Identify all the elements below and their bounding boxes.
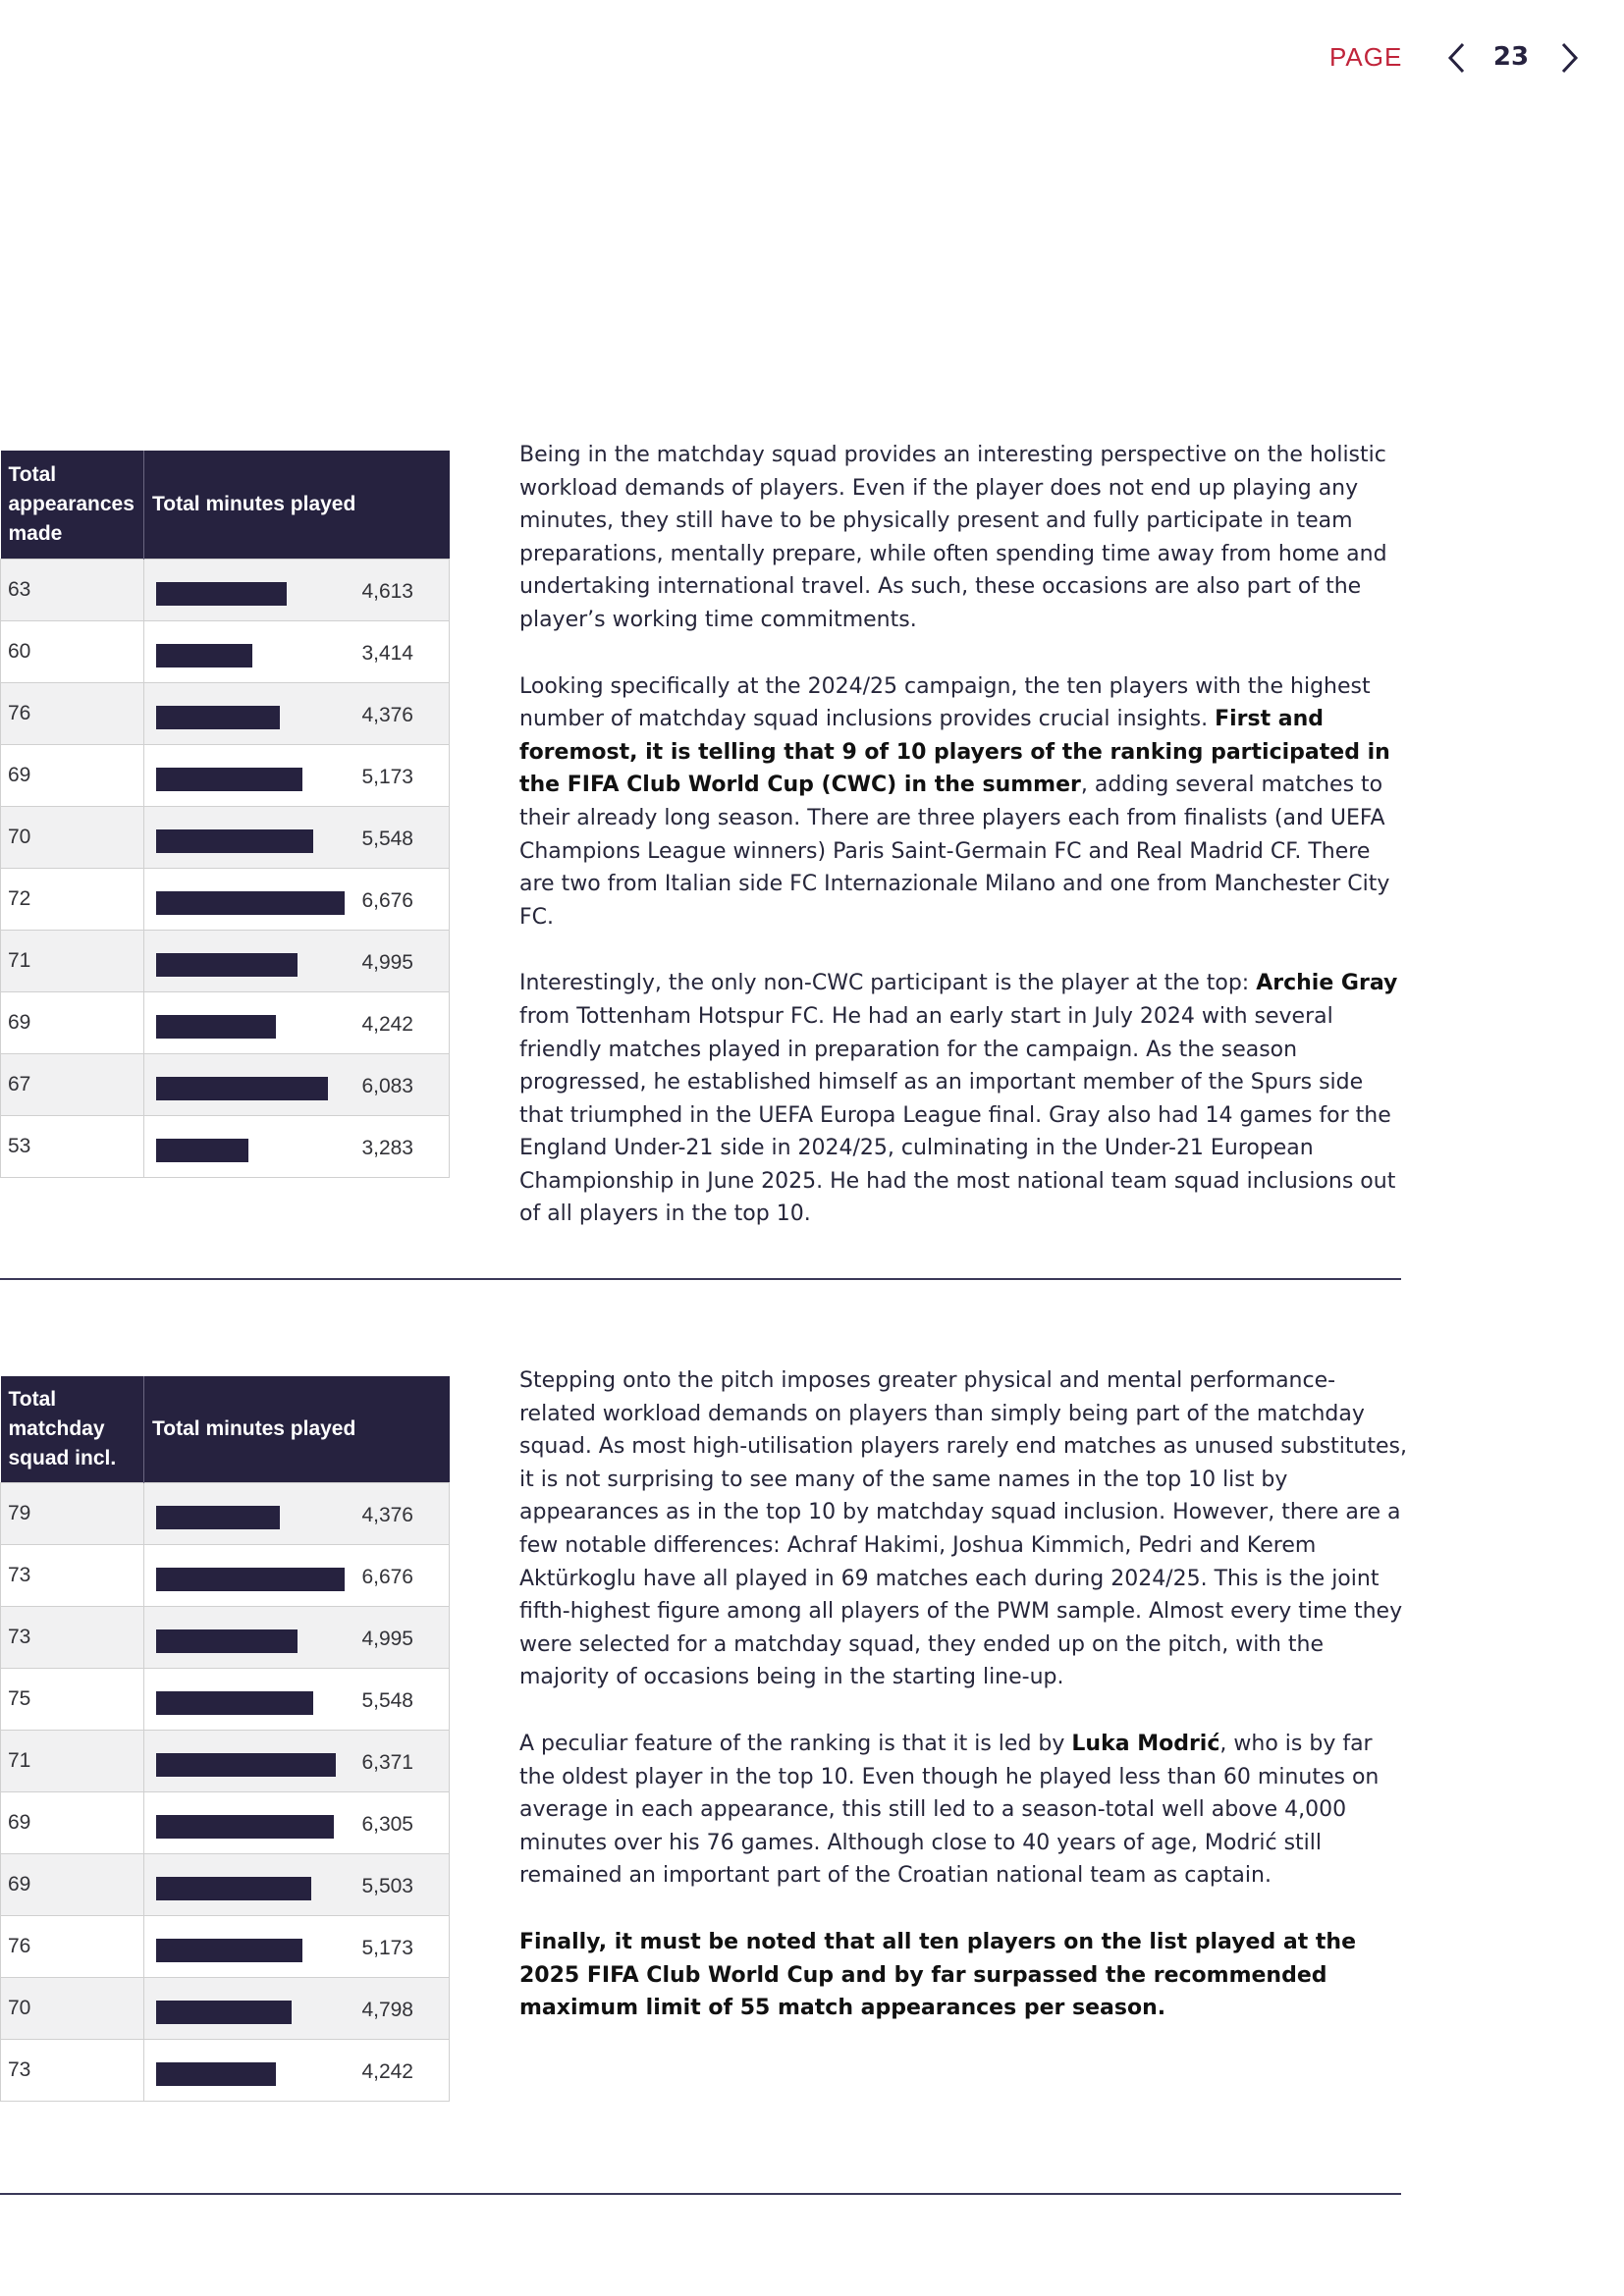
minutes-cell [144, 1977, 450, 2039]
table-row [1, 1791, 450, 1853]
table-row [1, 930, 450, 991]
appearances-cell: 76 [1, 682, 144, 744]
minutes-cell [144, 1915, 450, 1977]
minutes-value: 4,242 [361, 2059, 413, 2083]
table-row [1, 620, 450, 682]
appearances-cell: 69 [1, 744, 144, 806]
col-header-appearances: Total appearances made [1, 451, 144, 559]
appearances-cell: 72 [1, 868, 144, 930]
table-row [1, 1977, 450, 2039]
table-row [1, 1606, 450, 1668]
text-span: from Tottenham Hotspur FC. He had an early start in July 2024 with several friendly matches played in preparation for the campaign. As the season progressed, he established himself as an important member of the Spurs side that triumphed in the UEFA Europa League final. Gray also had 14 games for the England Under-21 side in 2024/25, culminating in the Under-21 European Championship in June 2025. He had the most national team squad inclusions out of all players in the top 10. [519, 1003, 1396, 1227]
minutes-bar [156, 1691, 313, 1715]
minutes-bar [156, 1939, 302, 1962]
table-row [1, 682, 450, 744]
minutes-bar [156, 768, 302, 791]
minutes-value: 6,676 [361, 1565, 413, 1588]
minutes-cell [144, 1606, 450, 1668]
minutes-cell [144, 1053, 450, 1115]
table-row [1, 744, 450, 806]
text-span: A peculiar feature of the ranking is that it is led by [519, 1731, 1072, 1756]
bold-text: Finally, it must be noted that all ten players on the list played at the 2025 FIFA Club World Cup and by far surpassed the recommended maximum limit of 55 match appearances per season. [519, 1929, 1356, 2021]
appearances-cell: 71 [1, 930, 144, 991]
minutes-cell [144, 744, 450, 806]
text-span: , who is by far the oldest player in the top 10. Even though he played less than 60 minutes on average in each appearance, this still led to a season-total well above 4,000 minutes over his 76 games. Although close to 40 years of age, Modrić still remained an important part of the Croatian national team as captain. [519, 1731, 1380, 1889]
col-header-minutes: Total minutes played [144, 451, 450, 559]
minutes-value: 6,371 [361, 1750, 413, 1774]
minutes-cell [144, 1115, 450, 1177]
table-row [1, 868, 450, 930]
minutes-bar [156, 1077, 328, 1100]
section2-paragraph-1: Stepping onto the pitch imposes greater physical and mental performance-related workload demands on players than simply being part of the matchday squad. As most high-utilisation players rarely end matches as unused substitutes, it is not surprising to see many of the same names in the top 10 list by appearances as in the top 10 by matchday squad inclusion. However, there are a few notable differences: Achraf Hakimi, Joshua Kimmich, Pedri and Kerem Aktürkoglu have all played in 69 matches each during 2024/25. This is the joint fifth-highest figure among all players of the PWM sample. Almost every time they were selected for a matchday squad, they ended up on the pitch, with the majority of occasions being in the starting line-up. [519, 1368, 1408, 1690]
section-divider [0, 1278, 1401, 1280]
page-navigation [1329, 39, 1624, 79]
minutes-value: 4,613 [361, 579, 413, 603]
minutes-value: 4,995 [361, 950, 413, 974]
minutes-cell [144, 1482, 450, 1544]
minutes-bar [156, 1139, 248, 1162]
minutes-bar [156, 582, 287, 606]
chevron-right-icon[interactable] [1553, 41, 1583, 75]
squad-cell: 73 [1, 1606, 144, 1668]
table-row [1, 1544, 450, 1606]
squad-cell: 69 [1, 1853, 144, 1915]
appearances-cell: 63 [1, 559, 144, 620]
minutes-value: 4,242 [361, 1012, 413, 1036]
minutes-value: 3,283 [361, 1136, 413, 1159]
minutes-cell [144, 1668, 450, 1730]
minutes-value: 4,798 [361, 1998, 413, 2021]
table-row [1, 1730, 450, 1791]
minutes-bar [156, 1015, 276, 1039]
appearances-table [0, 451, 450, 1178]
minutes-bar [156, 1877, 311, 1900]
section1-text [519, 439, 1408, 1264]
table-row [1, 1853, 450, 1915]
minutes-bar [156, 2062, 276, 2086]
table-row [1, 559, 450, 620]
minutes-bar [156, 1568, 345, 1591]
chevron-left-icon[interactable] [1443, 41, 1473, 75]
appearances-cell: 69 [1, 991, 144, 1053]
minutes-value: 5,548 [361, 1688, 413, 1712]
minutes-value: 5,503 [361, 1874, 413, 1897]
minutes-value: 6,676 [361, 888, 413, 912]
minutes-value: 6,083 [361, 1074, 413, 1097]
minutes-value: 5,173 [361, 765, 413, 788]
squad-cell: 69 [1, 1791, 144, 1853]
minutes-cell [144, 559, 450, 620]
appearances-cell: 70 [1, 806, 144, 868]
minutes-bar [156, 953, 298, 977]
table-row [1, 1115, 450, 1177]
section1-paragraph-3 [519, 967, 1408, 1231]
minutes-bar [156, 2001, 292, 2024]
text-span: Looking specifically at the 2024/25 campaign, the ten players with the highest number of matchday squad inclusions provides crucial insights. [519, 673, 1371, 732]
table-row [1, 1915, 450, 1977]
appearances-cell: 53 [1, 1115, 144, 1177]
squad-cell: 73 [1, 2039, 144, 2101]
minutes-cell [144, 806, 450, 868]
table-row [1, 1482, 450, 1544]
minutes-bar [156, 706, 280, 729]
section2-text [519, 1364, 1408, 2058]
squad-cell: 76 [1, 1915, 144, 1977]
minutes-cell [144, 620, 450, 682]
minutes-value: 4,376 [361, 1503, 413, 1526]
minutes-cell [144, 930, 450, 991]
minutes-cell [144, 1544, 450, 1606]
minutes-bar [156, 1753, 336, 1777]
minutes-cell [144, 1730, 450, 1791]
page-number: 23 [1492, 42, 1530, 72]
section1-paragraph-1: Being in the matchday squad provides an interesting perspective on the holistic workload demands of players. Even if the player does not end up playing any minutes, they still have to be physically present and fully participate in team preparations, mentally prepare, while often spending time away from home and undertaking international travel. As such, these occasions are also part of the player’s working time commitments. [519, 443, 1387, 632]
text-span: , adding several matches to their already long season. There are three players each from finalists (and UEFA Champions League winners) Paris Saint-Germain FC and Real Madrid CF. There are two from Italian side FC Internazionale Milano and one from Manchester City FC. [519, 773, 1390, 930]
minutes-bar [156, 891, 345, 915]
col-header-squad: Total matchday squad incl. [1, 1376, 144, 1482]
minutes-value: 5,548 [361, 827, 413, 850]
section2-paragraph-2 [519, 1728, 1408, 1893]
minutes-value: 6,305 [361, 1812, 413, 1836]
minutes-value: 4,376 [361, 703, 413, 726]
minutes-cell [144, 682, 450, 744]
table-row [1, 1668, 450, 1730]
section2-paragraph-3 [519, 1926, 1408, 2025]
bold-text: First and foremost, it is telling that 9 of 10 players of the ranking participated in the FIFA Club World Cup (CWC) in the summer [519, 707, 1390, 798]
text-span: Interestingly, the only non-CWC participant is the player at the top: [519, 971, 1257, 996]
minutes-bar [156, 829, 313, 853]
squad-cell: 71 [1, 1730, 144, 1791]
minutes-cell [144, 868, 450, 930]
minutes-value: 5,173 [361, 1936, 413, 1959]
minutes-bar [156, 1629, 298, 1653]
appearances-cell: 60 [1, 620, 144, 682]
minutes-cell [144, 1853, 450, 1915]
page-label: PAGE [1329, 42, 1403, 72]
squad-cell: 75 [1, 1668, 144, 1730]
bold-text: Archie Gray [1256, 971, 1398, 996]
table-row [1, 2039, 450, 2101]
minutes-bar [156, 1506, 280, 1529]
table-row [1, 991, 450, 1053]
minutes-cell [144, 2039, 450, 2101]
minutes-bar [156, 1815, 334, 1839]
section-divider [0, 2193, 1401, 2195]
table-row [1, 1053, 450, 1115]
appearances-cell: 67 [1, 1053, 144, 1115]
minutes-cell [144, 1791, 450, 1853]
minutes-value: 4,995 [361, 1627, 413, 1650]
minutes-cell [144, 991, 450, 1053]
squad-cell: 79 [1, 1482, 144, 1544]
squad-inclusion-table [0, 1376, 450, 2102]
minutes-bar [156, 644, 252, 667]
col-header-minutes: Total minutes played [144, 1376, 450, 1482]
bold-text: Luka Modrić [1071, 1731, 1220, 1756]
minutes-value: 3,414 [361, 641, 413, 665]
squad-cell: 70 [1, 1977, 144, 2039]
table-row [1, 806, 450, 868]
section1-paragraph-2 [519, 670, 1408, 934]
squad-cell: 73 [1, 1544, 144, 1606]
